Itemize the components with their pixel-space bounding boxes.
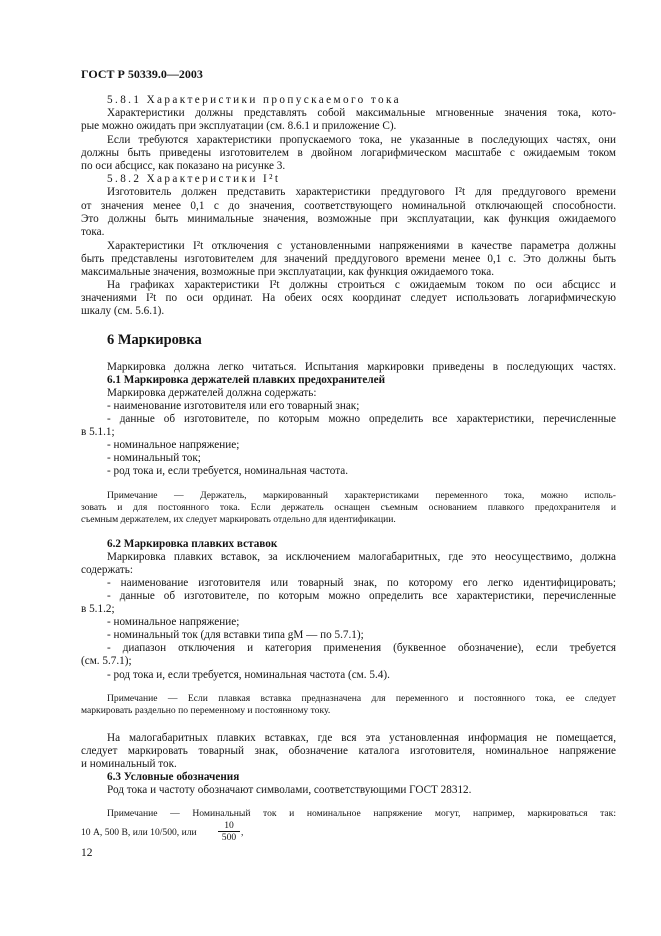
text-line: от значения менее 0,1 с до значения, соответствующего номинальной отключающей способности.: [81, 200, 616, 212]
text-line: Это должны быть минимальные значения, возможные при эксплуатации, как функция ожидаемого: [81, 213, 616, 225]
text-line: 6.3 Условные обозначения: [107, 771, 240, 783]
text-line: зовать и для постоянного тока. Если держатель оснащен съемным основанием плавкого предохранителя и: [81, 502, 616, 513]
text-line: Маркировка держателей должна содержать:: [107, 387, 317, 399]
text-line: Примечание — Держатель, маркированный характеристиками переменного тока, можно исполь-: [107, 490, 616, 501]
text-line: 5.8.2 Характеристики I²t: [107, 173, 281, 185]
text-line: Характеристики I²t отключения с установленными напряжениями в качестве параметра должны: [107, 240, 616, 252]
text-line: - род тока и, если требуется, номинальная частота (см. 5.4).: [107, 669, 390, 681]
text-line: 5.8.1 Характеристики пропускаемого тока: [107, 94, 402, 106]
document-header: ГОСТ Р 50339.0—2003: [81, 67, 203, 81]
fraction-trailing-comma: ,: [241, 827, 244, 838]
text-line: - номинальное напряжение;: [107, 439, 240, 451]
text-line: 10 А, 500 В, или 10/500, или: [81, 827, 197, 838]
text-line: - род тока и, если требуется, номинальная частота.: [107, 465, 348, 477]
fraction-numerator: 10: [224, 820, 234, 831]
text-line: в 5.1.1;: [81, 426, 115, 438]
text-line: по оси абсцисс, как показано на рисунке 3.: [81, 160, 286, 172]
text-line: - данные об изготовителе, по которым можно определить все характеристики, перечисленные: [107, 590, 616, 602]
text-line: Примечание — Номинальный ток и номинальное напряжение могут, например, маркироваться так:: [107, 808, 616, 819]
text-line: маркировать раздельно по переменному и постоянному току.: [81, 705, 331, 716]
text-line: Род тока и частоту обозначают символами, соответствующими ГОСТ 28312.: [107, 784, 472, 796]
text-line: тока.: [81, 226, 105, 238]
text-line: Если требуются характеристики пропускаемого тока, не указанные в последующих частях, они: [107, 134, 616, 146]
fraction-denominator: 500: [221, 832, 237, 843]
text-line: содержать:: [81, 564, 133, 576]
text-line: в 5.1.2;: [81, 603, 115, 615]
text-line: Характеристики должны представлять собой максимальные мгновенные значения тока, кото-: [107, 107, 616, 119]
text-line: рые можно ожидать при эксплуатации (см. 8.6.1 и приложение С).: [81, 120, 397, 132]
text-line: Примечание — Если плавкая вставка предназначена для переменного и постоянного тока, ее следует: [107, 693, 616, 704]
section-heading: 6 Маркировка: [107, 332, 202, 348]
text-line: следует маркировать товарный знак, обозначение каталога изготовителя, номинальное напряжение: [81, 745, 616, 757]
text-line: (см. 5.7.1);: [81, 655, 132, 667]
text-line: - номинальное напряжение;: [107, 616, 240, 628]
text-line: На малогабаритных плавких вставках, где вся эта установленная информация не помещается,: [107, 732, 616, 744]
text-line: максимальные значения, возможные при эксплуатации, как функция ожидаемого тока.: [81, 266, 495, 278]
text-line: 6.2 Маркировка плавких вставок: [107, 538, 278, 550]
text-line: - диапазон отключения и категория применения (буквенное обозначение), если требуется: [107, 642, 616, 654]
text-line: - номинальный ток;: [107, 452, 201, 464]
text-line: - данные об изготовителе, по которым можно определить все характеристики, перечисленные: [107, 413, 616, 425]
text-line: съемным держателем, их следует маркировать отдельно для идентификации.: [81, 514, 396, 525]
text-line: На графиках характеристики I²t должны строиться с ожидаемым током по оси абсцисс и: [107, 279, 616, 291]
text-line: Изготовитель должен представить характеристики преддугового I²t для преддугового времени: [107, 186, 616, 198]
text-line: Маркировка плавких вставок, за исключением малогабаритных, где это неосуществимо, должна: [107, 551, 616, 563]
text-line: - наименование изготовителя или его товарный знак;: [107, 400, 360, 412]
text-line: шкалу (см. 5.6.1).: [81, 305, 165, 317]
text-line: 6.1 Маркировка держателей плавких предохранителей: [107, 374, 386, 386]
fraction-example: [218, 820, 240, 843]
text-line: - номинальный ток (для вставки типа gM — по 5.7.1);: [107, 629, 364, 641]
text-line: должны быть приведены изготовителем в двойном логарифмическом масштабе с ожидаемым током: [81, 147, 616, 159]
text-line: быть представлены изготовителем для значений преддугового времени менее 0,1 с. Это должны быть: [81, 253, 616, 265]
text-line: значениями I²t по оси ординат. На обеих осях координат следует использовать логарифмическую: [81, 292, 616, 304]
text-line: и номинальный ток.: [81, 758, 177, 770]
page-number: 12: [81, 847, 93, 859]
text-line: Маркировка должна легко читаться. Испытания маркировки приведены в последующих частях.: [107, 361, 616, 373]
text-line: - наименование изготовителя или товарный знак, по которому его легко идентифицировать;: [107, 577, 616, 589]
